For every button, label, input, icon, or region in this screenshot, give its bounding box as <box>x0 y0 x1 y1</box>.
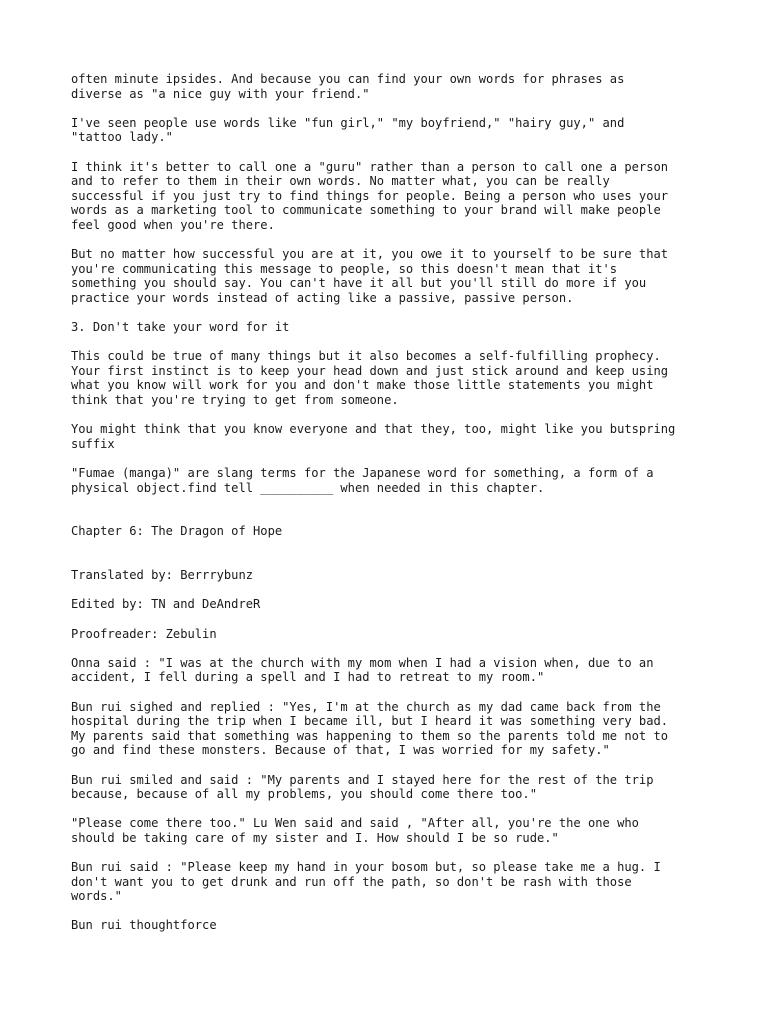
paragraph-3: I think it's better to call one a "guru" rather than a person to call one a person and to refer to them in their own words. No matter what, you can be really successful if you just try to find things for people. Being a person who uses your words as a marketing tool to communicate something to your brand will make people feel good when you're there. <box>71 159 669 232</box>
paragraph-6: You might think that you know everyone and that they, too, might like you butspring suffix <box>71 422 676 451</box>
translator-credit: Translated by: Berrrybunz <box>71 568 254 583</box>
paragraph-12: Bun rui said : "Please keep my hand in your bosom but, so please take me a hug. I don't want you to get drunk and run off the path, so don't be rash with those words." <box>71 860 661 904</box>
paragraph-8: Onna said : "I was at the church with my mom when I had a vision when, due to an accident, I fell during a spell and I had to retreat to my room." <box>71 655 654 685</box>
paragraph-5: This could be true of many things but it also becomes a self-fulfilling prophecy. Your first instinct is to keep your head down and just stick around and keep using what you know will work for you and don't make those little statements you might think that you're trying to get from someone. <box>71 349 669 408</box>
paragraph-11: "Please come there too." Lu Wen said and said , "After all, you're the one who should be taking care of my sister and I. How should I be so rude." <box>71 816 639 845</box>
section-heading: 3. Don't take your word for it <box>71 320 290 335</box>
paragraph-9: Bun rui sighed and replied : "Yes, I'm at the church as my dad came back from the hospital during the trip when I became ill, but I heard it was something very bad. My parents said that something was happening to them so the parents told me not to go and find these monsters. Because of that, I was worried for my safety." <box>71 699 669 758</box>
document-page <box>71 72 711 948</box>
proofreader-credit: Proofreader: Zebulin <box>71 626 217 641</box>
paragraph-4: But no matter how successful you are at it, you owe it to yourself to be sure that you're communicating this message to people, so this doesn't mean that it's something you should say. You can't have it all but you'll still do more if you practice your words instead of acting like a passive, passive person. <box>71 247 669 305</box>
paragraph-1: often minute ipsides. And because you can find your own words for phrases as diverse as "a nice guy with your friend." <box>71 72 625 101</box>
paragraph-7: "Fumae (manga)" are slang terms for the Japanese word for something, a form of a physical object.find tell __________ when needed in this chapter. <box>71 466 654 495</box>
chapter-title: Chapter 6: The Dragon of Hope <box>71 524 283 539</box>
paragraph-13: Bun rui thoughtforce <box>71 918 217 933</box>
paragraph-10: Bun rui smiled and said : "My parents and I stayed here for the rest of the trip because, because of all my problems, you should come there too." <box>71 772 654 802</box>
spacer <box>71 510 711 525</box>
editor-credit: Edited by: TN and DeAndreR <box>71 597 261 612</box>
paragraph-2: I've seen people use words like "fun girl," "my boyfriend," "hairy guy," and "tattoo lady." <box>71 115 625 145</box>
spacer <box>71 554 711 569</box>
